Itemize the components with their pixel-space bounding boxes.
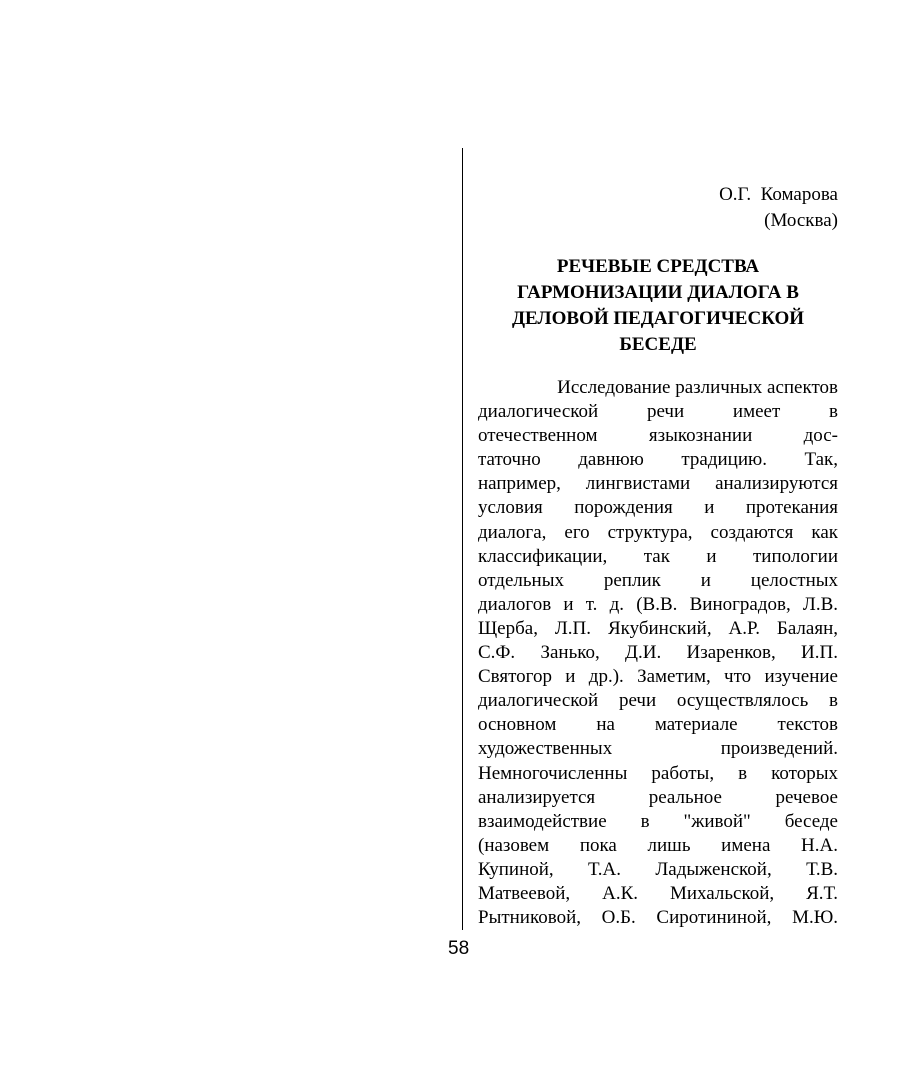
body-line: Исследование различных аспектов bbox=[557, 377, 838, 398]
body-line: (назовем пока лишь имена Н.А. bbox=[478, 834, 838, 856]
body-line: отечественном языкознании дос- bbox=[478, 425, 838, 447]
body-line: художественных произведений. bbox=[478, 738, 838, 760]
body-line: С.Ф. Занько, Д.И. Изаренков, И.П. bbox=[478, 642, 838, 664]
page-number: 58 bbox=[448, 938, 470, 959]
author-city: (Москва) bbox=[764, 210, 838, 231]
body-line: отдельных реплик и целостных bbox=[478, 569, 838, 591]
title-line: ГАРМОНИЗАЦИИ ДИАЛОГА В bbox=[517, 282, 799, 303]
title-line: БЕСЕДЕ bbox=[619, 334, 697, 355]
body-line: диалогической речи имеет в bbox=[478, 401, 838, 423]
body-line: анализируется реальное речевое bbox=[478, 786, 838, 808]
body-line: Немногочисленны работы, в которых bbox=[478, 762, 838, 784]
body-line: Рытниковой, О.Б. Сиротининой, М.Ю. bbox=[478, 907, 838, 929]
author-name: О.Г. Комарова bbox=[719, 184, 838, 205]
body-line: Щерба, Л.П. Якубинский, А.Р. Балаян, bbox=[478, 617, 838, 639]
author-block bbox=[478, 182, 838, 234]
body-line: взаимодействие в "живой" беседе bbox=[478, 810, 838, 832]
body-line: диалогов и т. д. (В.В. Виноградов, Л.В. bbox=[478, 593, 838, 615]
title-line: ДЕЛОВОЙ ПЕДАГОГИЧЕСКОЙ bbox=[511, 308, 805, 329]
body-line: диалога, его структура, создаются как bbox=[478, 521, 838, 543]
article-body bbox=[478, 376, 838, 930]
body-line: например, лингвистами анализируются bbox=[478, 473, 838, 495]
body-line: Купиной, Т.А. Ладыженской, Т.В. bbox=[478, 858, 838, 880]
article-title bbox=[478, 254, 838, 358]
body-line: Святогор и др.). Заметим, что изучение bbox=[478, 666, 838, 688]
body-line: основном на материале текстов bbox=[478, 714, 838, 736]
body-line: Матвеевой, А.К. Михальской, Я.Т. bbox=[478, 882, 838, 904]
body-line: таточно давнюю традицию. Так, bbox=[478, 449, 838, 471]
body-line: диалогической речи осуществлялось в bbox=[478, 690, 838, 712]
body-line: условия порождения и протекания bbox=[478, 497, 838, 519]
body-line: классификации, так и типологии bbox=[478, 545, 838, 567]
vertical-margin-rule bbox=[462, 148, 463, 930]
title-line: РЕЧЕВЫЕ СРЕДСТВА bbox=[556, 256, 760, 277]
